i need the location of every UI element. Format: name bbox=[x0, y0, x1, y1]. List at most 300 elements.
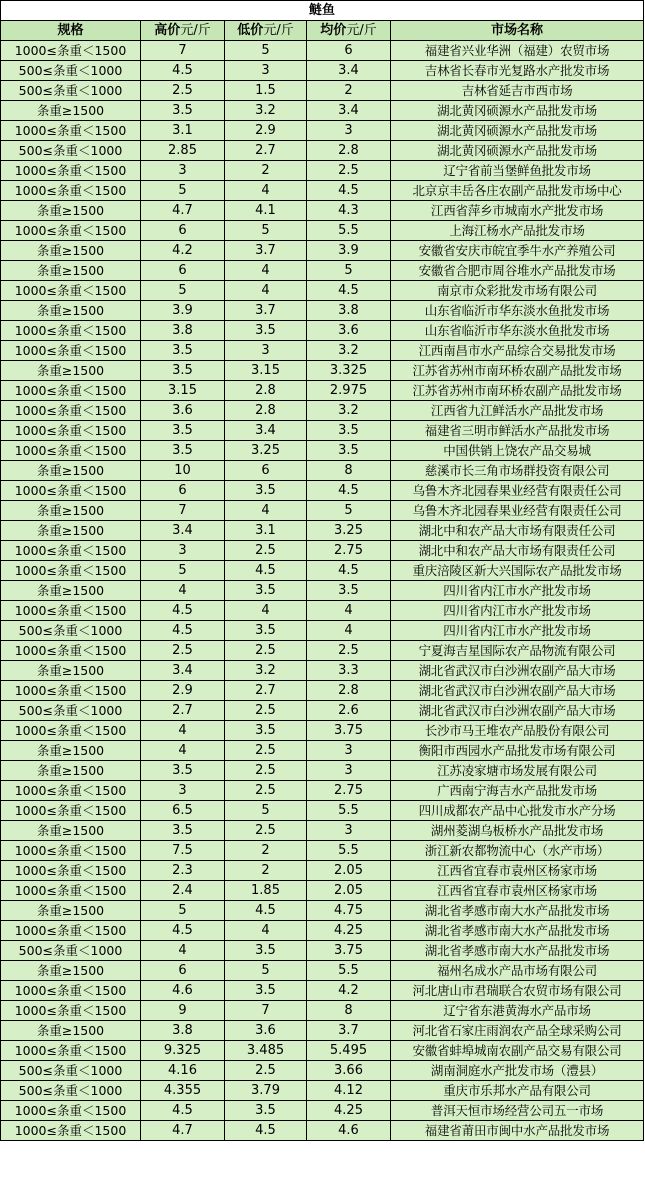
cell-spec: 1000≤条重＜1500 bbox=[1, 1041, 141, 1061]
cell-avg-price: 3.8 bbox=[307, 301, 391, 321]
cell-high-price: 5 bbox=[141, 281, 225, 301]
table-row bbox=[1, 561, 644, 581]
cell-high-price: 3 bbox=[141, 781, 225, 801]
cell-avg-price: 4.6 bbox=[307, 1121, 391, 1141]
header-low-unit: 元/斤 bbox=[263, 23, 294, 38]
cell-low-price: 2.5 bbox=[225, 701, 307, 721]
cell-avg-price: 3 bbox=[307, 741, 391, 761]
table-row bbox=[1, 281, 644, 301]
cell-high-price: 7.5 bbox=[141, 841, 225, 861]
cell-spec: 1000≤条重＜1500 bbox=[1, 1001, 141, 1021]
cell-avg-price: 4.75 bbox=[307, 901, 391, 921]
table-row bbox=[1, 1001, 644, 1021]
cell-high-price: 3.15 bbox=[141, 381, 225, 401]
cell-high-price: 2.9 bbox=[141, 681, 225, 701]
cell-spec: 条重≥1500 bbox=[1, 821, 141, 841]
cell-market: 湖北省孝感市南大水产品批发市场 bbox=[391, 941, 644, 961]
cell-high-price: 2.3 bbox=[141, 861, 225, 881]
cell-low-price: 6 bbox=[225, 461, 307, 481]
cell-low-price: 4.5 bbox=[225, 1121, 307, 1141]
table-title: 鲢鱼 bbox=[1, 1, 644, 21]
cell-avg-price: 4.12 bbox=[307, 1081, 391, 1101]
cell-market: 湖北省孝感市南大水产品批发市场 bbox=[391, 921, 644, 941]
cell-spec: 条重≥1500 bbox=[1, 201, 141, 221]
cell-low-price: 1.85 bbox=[225, 881, 307, 901]
cell-high-price: 3.1 bbox=[141, 121, 225, 141]
cell-spec: 1000≤条重＜1500 bbox=[1, 801, 141, 821]
cell-low-price: 2.7 bbox=[225, 681, 307, 701]
table-row bbox=[1, 161, 644, 181]
cell-high-price: 7 bbox=[141, 41, 225, 61]
cell-high-price: 4.6 bbox=[141, 981, 225, 1001]
cell-spec: 1000≤条重＜1500 bbox=[1, 881, 141, 901]
cell-low-price: 3.1 bbox=[225, 521, 307, 541]
cell-avg-price: 4.3 bbox=[307, 201, 391, 221]
cell-low-price: 5 bbox=[225, 41, 307, 61]
cell-low-price: 4.1 bbox=[225, 201, 307, 221]
cell-avg-price: 5.495 bbox=[307, 1041, 391, 1061]
cell-low-price: 2.5 bbox=[225, 821, 307, 841]
cell-spec: 条重≥1500 bbox=[1, 241, 141, 261]
cell-avg-price: 2.05 bbox=[307, 861, 391, 881]
cell-spec: 1000≤条重＜1500 bbox=[1, 161, 141, 181]
cell-spec: 1000≤条重＜1500 bbox=[1, 381, 141, 401]
cell-low-price: 3.4 bbox=[225, 421, 307, 441]
cell-spec: 条重≥1500 bbox=[1, 361, 141, 381]
cell-high-price: 3.5 bbox=[141, 341, 225, 361]
cell-low-price: 4.5 bbox=[225, 561, 307, 581]
cell-market: 安徽省安庆市皖宜季牛水产养殖公司 bbox=[391, 241, 644, 261]
cell-market: 安徽省蚌埠城南农副产品交易有限公司 bbox=[391, 1041, 644, 1061]
cell-spec: 条重≥1500 bbox=[1, 661, 141, 681]
cell-high-price: 9.325 bbox=[141, 1041, 225, 1061]
cell-market: 江西省宜春市袁州区杨家市场 bbox=[391, 881, 644, 901]
cell-market: 安徽省合肥市周谷堆水产品批发市场 bbox=[391, 261, 644, 281]
cell-high-price: 4.5 bbox=[141, 601, 225, 621]
cell-avg-price: 3.66 bbox=[307, 1061, 391, 1081]
table-row bbox=[1, 701, 644, 721]
cell-high-price: 3.6 bbox=[141, 401, 225, 421]
cell-high-price: 4.5 bbox=[141, 1101, 225, 1121]
cell-high-price: 2.7 bbox=[141, 701, 225, 721]
cell-spec: 条重≥1500 bbox=[1, 1021, 141, 1041]
cell-avg-price: 3.7 bbox=[307, 1021, 391, 1041]
cell-market: 衡阳市西园水产品批发市场有限公司 bbox=[391, 741, 644, 761]
cell-spec: 1000≤条重＜1500 bbox=[1, 281, 141, 301]
cell-market: 北京京丰岳各庄农副产品批发市场中心 bbox=[391, 181, 644, 201]
cell-market: 山东省临沂市华东淡水鱼批发市场 bbox=[391, 321, 644, 341]
cell-spec: 条重≥1500 bbox=[1, 961, 141, 981]
cell-avg-price: 3.25 bbox=[307, 521, 391, 541]
cell-low-price: 2.7 bbox=[225, 141, 307, 161]
cell-low-price: 5 bbox=[225, 221, 307, 241]
cell-high-price: 2.85 bbox=[141, 141, 225, 161]
cell-avg-price: 4.5 bbox=[307, 181, 391, 201]
table-row bbox=[1, 521, 644, 541]
cell-high-price: 5 bbox=[141, 901, 225, 921]
cell-spec: 1000≤条重＜1500 bbox=[1, 421, 141, 441]
cell-high-price: 5 bbox=[141, 181, 225, 201]
table-row bbox=[1, 1021, 644, 1041]
table-row bbox=[1, 261, 644, 281]
cell-market: 宁夏海吉星国际农产品物流有限公司 bbox=[391, 641, 644, 661]
cell-market: 湖北省武汉市白沙洲农副产品大市场 bbox=[391, 681, 644, 701]
cell-avg-price: 8 bbox=[307, 1001, 391, 1021]
cell-market: 湖南洞庭水产批发市场（澧县） bbox=[391, 1061, 644, 1081]
table-row bbox=[1, 81, 644, 101]
cell-high-price: 3.4 bbox=[141, 521, 225, 541]
cell-spec: 1000≤条重＜1500 bbox=[1, 441, 141, 461]
cell-low-price: 3.7 bbox=[225, 241, 307, 261]
cell-avg-price: 8 bbox=[307, 461, 391, 481]
table-row bbox=[1, 941, 644, 961]
cell-spec: 条重≥1500 bbox=[1, 261, 141, 281]
cell-low-price: 3.15 bbox=[225, 361, 307, 381]
cell-low-price: 3.7 bbox=[225, 301, 307, 321]
cell-spec: 500≤条重＜1000 bbox=[1, 1081, 141, 1101]
table-row bbox=[1, 761, 644, 781]
cell-spec: 1000≤条重＜1500 bbox=[1, 561, 141, 581]
cell-spec: 1000≤条重＜1500 bbox=[1, 981, 141, 1001]
cell-avg-price: 3 bbox=[307, 121, 391, 141]
cell-avg-price: 3.2 bbox=[307, 401, 391, 421]
cell-avg-price: 3.75 bbox=[307, 721, 391, 741]
cell-low-price: 2.5 bbox=[225, 641, 307, 661]
cell-low-price: 3.5 bbox=[225, 941, 307, 961]
cell-high-price: 10 bbox=[141, 461, 225, 481]
cell-market: 普洱天恒市场经营公司五一市场 bbox=[391, 1101, 644, 1121]
cell-market: 吉林省长春市光复路水产批发市场 bbox=[391, 61, 644, 81]
header-market: 市场名称 bbox=[391, 21, 644, 41]
table-row bbox=[1, 681, 644, 701]
cell-low-price: 2.5 bbox=[225, 1061, 307, 1081]
cell-avg-price: 5 bbox=[307, 501, 391, 521]
cell-low-price: 3.6 bbox=[225, 1021, 307, 1041]
cell-high-price: 6 bbox=[141, 261, 225, 281]
table-row bbox=[1, 461, 644, 481]
cell-low-price: 4.5 bbox=[225, 901, 307, 921]
cell-high-price: 4.7 bbox=[141, 201, 225, 221]
table-row bbox=[1, 741, 644, 761]
cell-spec: 500≤条重＜1000 bbox=[1, 621, 141, 641]
cell-market: 重庆涪陵区新大兴国际农产品批发市场 bbox=[391, 561, 644, 581]
cell-high-price: 9 bbox=[141, 1001, 225, 1021]
header-avg-price bbox=[307, 21, 391, 41]
cell-spec: 1000≤条重＜1500 bbox=[1, 321, 141, 341]
cell-spec: 1000≤条重＜1500 bbox=[1, 41, 141, 61]
cell-low-price: 3.25 bbox=[225, 441, 307, 461]
cell-avg-price: 3 bbox=[307, 821, 391, 841]
cell-market: 江西省九江鲜活水产品批发市场 bbox=[391, 401, 644, 421]
table-body bbox=[1, 41, 644, 1141]
cell-high-price: 2.5 bbox=[141, 81, 225, 101]
cell-high-price: 6 bbox=[141, 221, 225, 241]
cell-high-price: 4 bbox=[141, 721, 225, 741]
cell-high-price: 4.16 bbox=[141, 1061, 225, 1081]
cell-market: 福建省莆田市闽中水产品批发市场 bbox=[391, 1121, 644, 1141]
table-row bbox=[1, 921, 644, 941]
cell-market: 四川省内江市水产批发市场 bbox=[391, 581, 644, 601]
cell-market: 江苏省苏州市南环桥农副产品批发市场 bbox=[391, 361, 644, 381]
cell-high-price: 4 bbox=[141, 741, 225, 761]
cell-avg-price: 3.4 bbox=[307, 101, 391, 121]
cell-low-price: 3.5 bbox=[225, 581, 307, 601]
table-row bbox=[1, 321, 644, 341]
cell-market: 湖北中和农产品大市场有限责任公司 bbox=[391, 521, 644, 541]
cell-high-price: 7 bbox=[141, 501, 225, 521]
table-row bbox=[1, 881, 644, 901]
cell-avg-price: 5.5 bbox=[307, 221, 391, 241]
cell-low-price: 4 bbox=[225, 501, 307, 521]
cell-high-price: 3.5 bbox=[141, 101, 225, 121]
table-row bbox=[1, 781, 644, 801]
cell-low-price: 2.8 bbox=[225, 401, 307, 421]
cell-spec: 1000≤条重＜1500 bbox=[1, 781, 141, 801]
cell-market: 湖北黄冈硕源水产品批发市场 bbox=[391, 121, 644, 141]
table-row bbox=[1, 661, 644, 681]
cell-high-price: 3.5 bbox=[141, 821, 225, 841]
cell-market: 湖北省武汉市白沙洲农副产品大市场 bbox=[391, 701, 644, 721]
cell-avg-price: 3.2 bbox=[307, 341, 391, 361]
table-row bbox=[1, 41, 644, 61]
cell-high-price: 4.5 bbox=[141, 61, 225, 81]
cell-spec: 500≤条重＜1000 bbox=[1, 61, 141, 81]
cell-spec: 条重≥1500 bbox=[1, 581, 141, 601]
table-row bbox=[1, 1081, 644, 1101]
cell-avg-price: 3.5 bbox=[307, 581, 391, 601]
cell-spec: 1000≤条重＜1500 bbox=[1, 341, 141, 361]
header-low-price bbox=[225, 21, 307, 41]
cell-avg-price: 3.5 bbox=[307, 441, 391, 461]
cell-avg-price: 2.5 bbox=[307, 641, 391, 661]
cell-low-price: 3 bbox=[225, 61, 307, 81]
cell-spec: 1000≤条重＜1500 bbox=[1, 681, 141, 701]
cell-low-price: 5 bbox=[225, 801, 307, 821]
header-high-unit: 元/斤 bbox=[180, 23, 211, 38]
cell-low-price: 3.5 bbox=[225, 621, 307, 641]
cell-avg-price: 5.5 bbox=[307, 841, 391, 861]
cell-avg-price: 4.5 bbox=[307, 481, 391, 501]
cell-avg-price: 3.325 bbox=[307, 361, 391, 381]
cell-market: 四川省内江市水产批发市场 bbox=[391, 601, 644, 621]
cell-market: 湖北中和农产品大市场有限责任公司 bbox=[391, 541, 644, 561]
header-avg-unit: 元/斤 bbox=[346, 23, 377, 38]
cell-spec: 1000≤条重＜1500 bbox=[1, 481, 141, 501]
cell-market: 江西省宜春市袁州区杨家市场 bbox=[391, 861, 644, 881]
cell-market: 湖北省武汉市白沙洲农副产品大市场 bbox=[391, 661, 644, 681]
cell-avg-price: 5.5 bbox=[307, 961, 391, 981]
table-row bbox=[1, 621, 644, 641]
cell-low-price: 2 bbox=[225, 841, 307, 861]
cell-high-price: 5 bbox=[141, 561, 225, 581]
cell-market: 乌鲁木齐北园春果业经营有限责任公司 bbox=[391, 501, 644, 521]
cell-spec: 1000≤条重＜1500 bbox=[1, 401, 141, 421]
cell-market: 浙江新农都物流中心（水产市场） bbox=[391, 841, 644, 861]
header-high-price bbox=[141, 21, 225, 41]
table-row bbox=[1, 961, 644, 981]
table-row bbox=[1, 141, 644, 161]
cell-high-price: 2.5 bbox=[141, 641, 225, 661]
cell-avg-price: 2.75 bbox=[307, 781, 391, 801]
cell-high-price: 6.5 bbox=[141, 801, 225, 821]
cell-low-price: 3.485 bbox=[225, 1041, 307, 1061]
cell-avg-price: 3.3 bbox=[307, 661, 391, 681]
table-row bbox=[1, 1061, 644, 1081]
table-row bbox=[1, 601, 644, 621]
cell-spec: 条重≥1500 bbox=[1, 521, 141, 541]
cell-market: 湖州菱湖乌板桥水产品批发市场 bbox=[391, 821, 644, 841]
cell-avg-price: 3.4 bbox=[307, 61, 391, 81]
table-row bbox=[1, 441, 644, 461]
cell-high-price: 3.5 bbox=[141, 761, 225, 781]
cell-market: 山东省临沂市华东淡水鱼批发市场 bbox=[391, 301, 644, 321]
cell-high-price: 4 bbox=[141, 581, 225, 601]
cell-avg-price: 4.5 bbox=[307, 281, 391, 301]
cell-avg-price: 3.6 bbox=[307, 321, 391, 341]
header-low-label: 低价 bbox=[237, 23, 264, 38]
cell-market: 福建省兴业华洲（福建）农贸市场 bbox=[391, 41, 644, 61]
cell-low-price: 2.5 bbox=[225, 781, 307, 801]
cell-market: 江西南昌市水产品综合交易批发市场 bbox=[391, 341, 644, 361]
table-row bbox=[1, 501, 644, 521]
cell-spec: 1000≤条重＜1500 bbox=[1, 541, 141, 561]
cell-avg-price: 3.9 bbox=[307, 241, 391, 261]
cell-low-price: 3.2 bbox=[225, 101, 307, 121]
cell-avg-price: 4.2 bbox=[307, 981, 391, 1001]
table-row bbox=[1, 1041, 644, 1061]
cell-avg-price: 3.75 bbox=[307, 941, 391, 961]
cell-avg-price: 3 bbox=[307, 761, 391, 781]
cell-high-price: 3.5 bbox=[141, 441, 225, 461]
header-spec: 规格 bbox=[1, 21, 141, 41]
cell-high-price: 3.4 bbox=[141, 661, 225, 681]
cell-high-price: 6 bbox=[141, 961, 225, 981]
cell-spec: 1000≤条重＜1500 bbox=[1, 1121, 141, 1141]
cell-avg-price: 5 bbox=[307, 261, 391, 281]
cell-market: 湖北省孝感市南大水产品批发市场 bbox=[391, 901, 644, 921]
cell-low-price: 1.5 bbox=[225, 81, 307, 101]
cell-avg-price: 2.975 bbox=[307, 381, 391, 401]
cell-spec: 500≤条重＜1000 bbox=[1, 941, 141, 961]
cell-avg-price: 4 bbox=[307, 601, 391, 621]
cell-spec: 条重≥1500 bbox=[1, 461, 141, 481]
cell-high-price: 4.355 bbox=[141, 1081, 225, 1101]
cell-spec: 条重≥1500 bbox=[1, 901, 141, 921]
cell-avg-price: 2.6 bbox=[307, 701, 391, 721]
cell-avg-price: 2.8 bbox=[307, 681, 391, 701]
cell-high-price: 3.9 bbox=[141, 301, 225, 321]
cell-high-price: 3.8 bbox=[141, 1021, 225, 1041]
cell-spec: 条重≥1500 bbox=[1, 301, 141, 321]
table-row bbox=[1, 641, 644, 661]
cell-market: 广西南宁海吉水产品批发市场 bbox=[391, 781, 644, 801]
cell-avg-price: 4.25 bbox=[307, 1101, 391, 1121]
cell-market: 福建省三明市鲜活水产品批发市场 bbox=[391, 421, 644, 441]
table-row bbox=[1, 61, 644, 81]
cell-spec: 1000≤条重＜1500 bbox=[1, 221, 141, 241]
table-row bbox=[1, 181, 644, 201]
cell-low-price: 2.9 bbox=[225, 121, 307, 141]
cell-high-price: 4.2 bbox=[141, 241, 225, 261]
cell-low-price: 2.5 bbox=[225, 761, 307, 781]
cell-spec: 1000≤条重＜1500 bbox=[1, 841, 141, 861]
table-row bbox=[1, 581, 644, 601]
cell-avg-price: 4 bbox=[307, 621, 391, 641]
table-row bbox=[1, 841, 644, 861]
cell-low-price: 4 bbox=[225, 261, 307, 281]
cell-high-price: 4.5 bbox=[141, 921, 225, 941]
cell-low-price: 4 bbox=[225, 181, 307, 201]
table-row bbox=[1, 1101, 644, 1121]
table-row bbox=[1, 121, 644, 141]
cell-avg-price: 5.5 bbox=[307, 801, 391, 821]
cell-high-price: 3.5 bbox=[141, 361, 225, 381]
cell-spec: 1000≤条重＜1500 bbox=[1, 861, 141, 881]
cell-market: 南京市众彩批发市场有限公司 bbox=[391, 281, 644, 301]
table-row bbox=[1, 481, 644, 501]
cell-low-price: 2 bbox=[225, 861, 307, 881]
cell-market: 吉林省延吉市西市场 bbox=[391, 81, 644, 101]
table-row bbox=[1, 341, 644, 361]
cell-market: 长沙市马王堆农产品股份有限公司 bbox=[391, 721, 644, 741]
cell-avg-price: 4.5 bbox=[307, 561, 391, 581]
cell-avg-price: 4.25 bbox=[307, 921, 391, 941]
header-avg-label: 均价 bbox=[320, 23, 347, 38]
cell-market: 湖北黄冈硕源水产品批发市场 bbox=[391, 141, 644, 161]
cell-low-price: 2.5 bbox=[225, 741, 307, 761]
cell-low-price: 4 bbox=[225, 281, 307, 301]
table-row bbox=[1, 821, 644, 841]
cell-low-price: 2.5 bbox=[225, 541, 307, 561]
cell-avg-price: 6 bbox=[307, 41, 391, 61]
table-row bbox=[1, 861, 644, 881]
cell-market: 四川成都农产品中心批发市水产分场 bbox=[391, 801, 644, 821]
cell-low-price: 3.5 bbox=[225, 481, 307, 501]
cell-spec: 条重≥1500 bbox=[1, 101, 141, 121]
cell-low-price: 3.5 bbox=[225, 321, 307, 341]
cell-high-price: 6 bbox=[141, 481, 225, 501]
cell-spec: 1000≤条重＜1500 bbox=[1, 921, 141, 941]
cell-high-price: 2.4 bbox=[141, 881, 225, 901]
table-row bbox=[1, 361, 644, 381]
table-row bbox=[1, 421, 644, 441]
cell-market: 河北省石家庄雨润农产品全球采购公司 bbox=[391, 1021, 644, 1041]
table-row bbox=[1, 381, 644, 401]
table-row bbox=[1, 901, 644, 921]
table-row bbox=[1, 721, 644, 741]
cell-low-price: 4 bbox=[225, 921, 307, 941]
cell-market: 辽宁省东港黄海水产品市场 bbox=[391, 1001, 644, 1021]
table-row bbox=[1, 401, 644, 421]
cell-market: 上海江杨水产品批发市场 bbox=[391, 221, 644, 241]
header-high-label: 高价 bbox=[154, 23, 181, 38]
cell-avg-price: 2.8 bbox=[307, 141, 391, 161]
cell-market: 福州名成水产品市场有限公司 bbox=[391, 961, 644, 981]
cell-market: 湖北黄冈硕源水产品批发市场 bbox=[391, 101, 644, 121]
cell-low-price: 3.5 bbox=[225, 721, 307, 741]
cell-low-price: 4 bbox=[225, 601, 307, 621]
cell-low-price: 3 bbox=[225, 341, 307, 361]
table-row bbox=[1, 1121, 644, 1141]
cell-avg-price: 2.05 bbox=[307, 881, 391, 901]
cell-low-price: 3.2 bbox=[225, 661, 307, 681]
table-row bbox=[1, 301, 644, 321]
cell-high-price: 4.5 bbox=[141, 621, 225, 641]
cell-avg-price: 2.5 bbox=[307, 161, 391, 181]
cell-high-price: 3.8 bbox=[141, 321, 225, 341]
cell-low-price: 2.8 bbox=[225, 381, 307, 401]
cell-market: 中国供销上饶农产品交易城 bbox=[391, 441, 644, 461]
